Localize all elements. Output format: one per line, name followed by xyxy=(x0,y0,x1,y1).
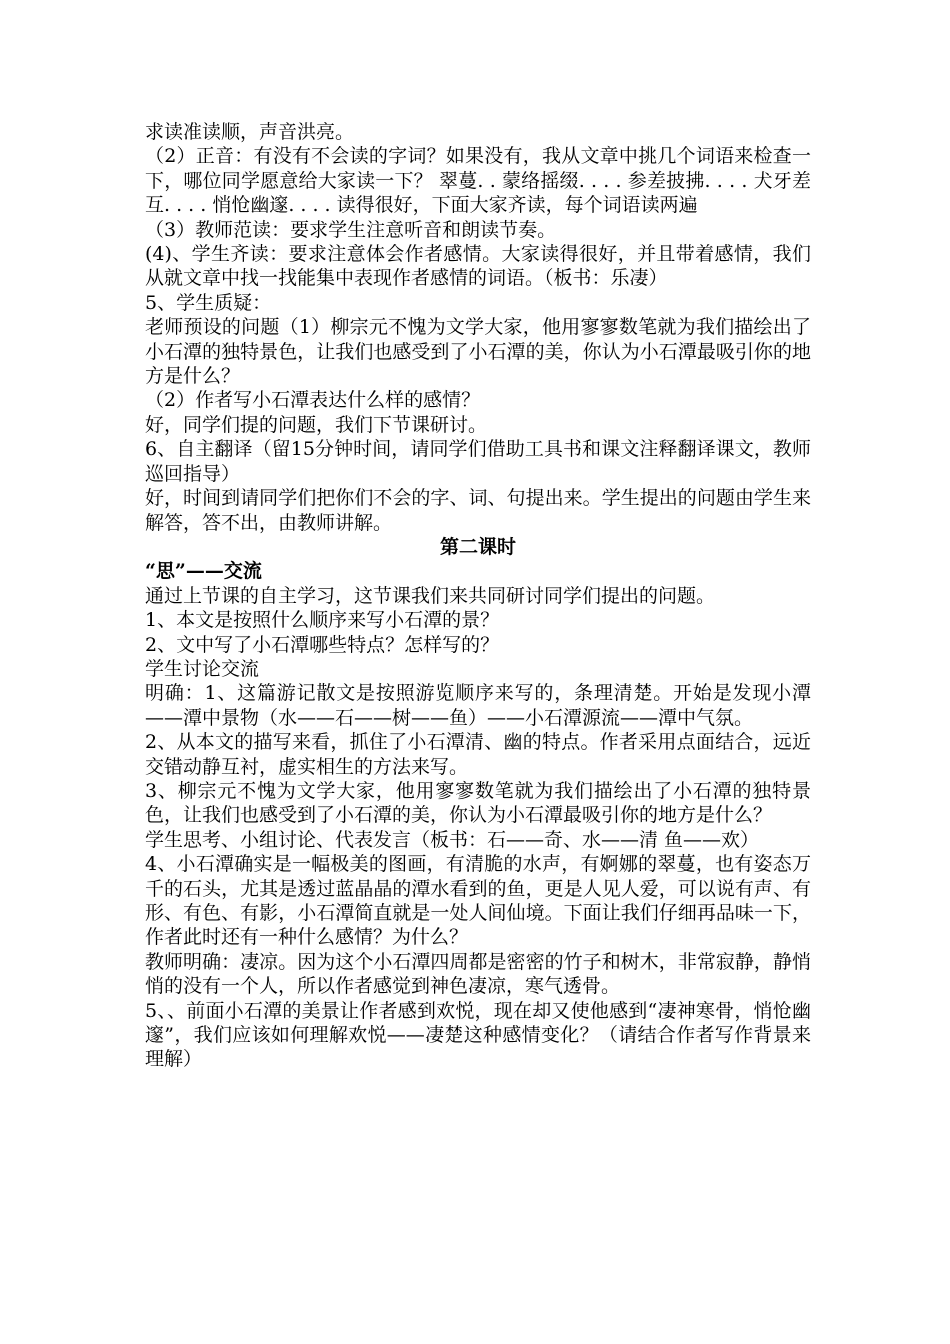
paragraph: 老师预设的问题（1）柳宗元不愧为文学大家，他用寥寥数笔就为我们描绘出了小石潭的独特景色，让我们也感受到了小石潭的美，你认为小石潭最吸引你的地方是什么？ xyxy=(145,316,811,388)
paragraph: 好，时间到请同学们把你们不会的字、词、句提出来。学生提出的问题由学生来解答，答不出，由教师讲解。 xyxy=(145,487,811,534)
paragraph: （3）教师范读：要求学生注意听音和朗读节奏。 xyxy=(145,218,557,241)
paragraph: 学生讨论交流 xyxy=(145,657,260,680)
document-page xyxy=(145,120,811,1072)
paragraph: 4、小石潭确实是一幅极美的图画，有清脆的水声，有婀娜的翠蔓，也有姿态万千的石头，尤其是透过蓝晶晶的潭水看到的鱼，更是人见人爱，可以说有声、有形、有色、有影，小石潭简直就是一处人间仙境。下面让我们仔细再品味一下，作者此时还有一种什么感情？为什么？ xyxy=(145,853,811,949)
paragraph: 2、文中写了小石潭哪些特点？怎样写的？ xyxy=(145,633,500,656)
paragraph: 教师明确：凄凉。因为这个小石潭四周都是密密的竹子和树木，非常寂静，静悄悄的没有一个人，所以作者感觉到神色凄凉，寒气透骨。 xyxy=(145,950,811,998)
paragraph: 通过上节课的自主学习，这节课我们来共同研讨同学们提出的问题。 xyxy=(145,584,716,607)
paragraph: （2）作者写小石潭表达什么样的感情？ xyxy=(145,389,481,412)
lesson-title: 第二课时 xyxy=(439,535,516,558)
section-heading: “思”——交流 xyxy=(145,560,262,583)
paragraph: 5、、前面小石潭的美景让作者感到欢悦，现在却又使他感到“凄神寒骨，悄怆幽邃”，我们应该如何理解欢悦——凄楚这种感情变化？（请结合作者写作背景来理解） xyxy=(145,999,811,1071)
paragraph: 好，同学们提的问题，我们下节课研讨。 xyxy=(145,413,488,436)
paragraph: 2、从本文的描写来看，抓住了小石潭清、幽的特点。作者采用点面结合，远近交错动静互衬，虚实相生的方法来写。 xyxy=(145,731,811,778)
paragraph: （2）正音：有没有不会读的字词？如果没有，我从文章中挑几个词语来检查一下，哪位同学愿意给大家读一下？ 翠蔓. . 蒙络摇缀. . . . 参差披拂. . . . 犬牙差互. . . . 悄怆幽邃. . . . 读得很好，下面大家齐读，每个词语读两遍 xyxy=(145,145,811,217)
paragraph: 学生思考、小组讨论、代表发言（板书：石——奇、水——清 鱼——欢） xyxy=(145,828,760,851)
paragraph: 明确：1、这篇游记散文是按照游览顺序来写的，条理清楚。开始是发现小潭——潭中景物（水——石——树——鱼）——小石潭源流——潭中气氛。 xyxy=(145,682,811,729)
paragraph: 求读准读顺，声音洪亮。 xyxy=(145,121,355,143)
paragraph: (4)、学生齐读：要求注意体会作者感情。大家读得很好，并且带着感情，我们从就文章中找一找能集中表现作者感情的词语。（板书：乐凄） xyxy=(145,243,811,290)
paragraph: 5、学生质疑： xyxy=(145,291,272,314)
paragraph: 3、柳宗元不愧为文学大家，他用寥寥数笔就为我们描绘出了小石潭的独特景色，让我们也感受到了小石潭的美，你认为小石潭最吸引你的地方是什么？ xyxy=(145,779,811,827)
paragraph: 6、自主翻译（留15分钟时间，请同学们借助工具书和课文注释翻译课文，教师巡回指导） xyxy=(145,438,811,485)
paragraph: 1、本文是按照什么顺序来写小石潭的景？ xyxy=(145,609,500,632)
